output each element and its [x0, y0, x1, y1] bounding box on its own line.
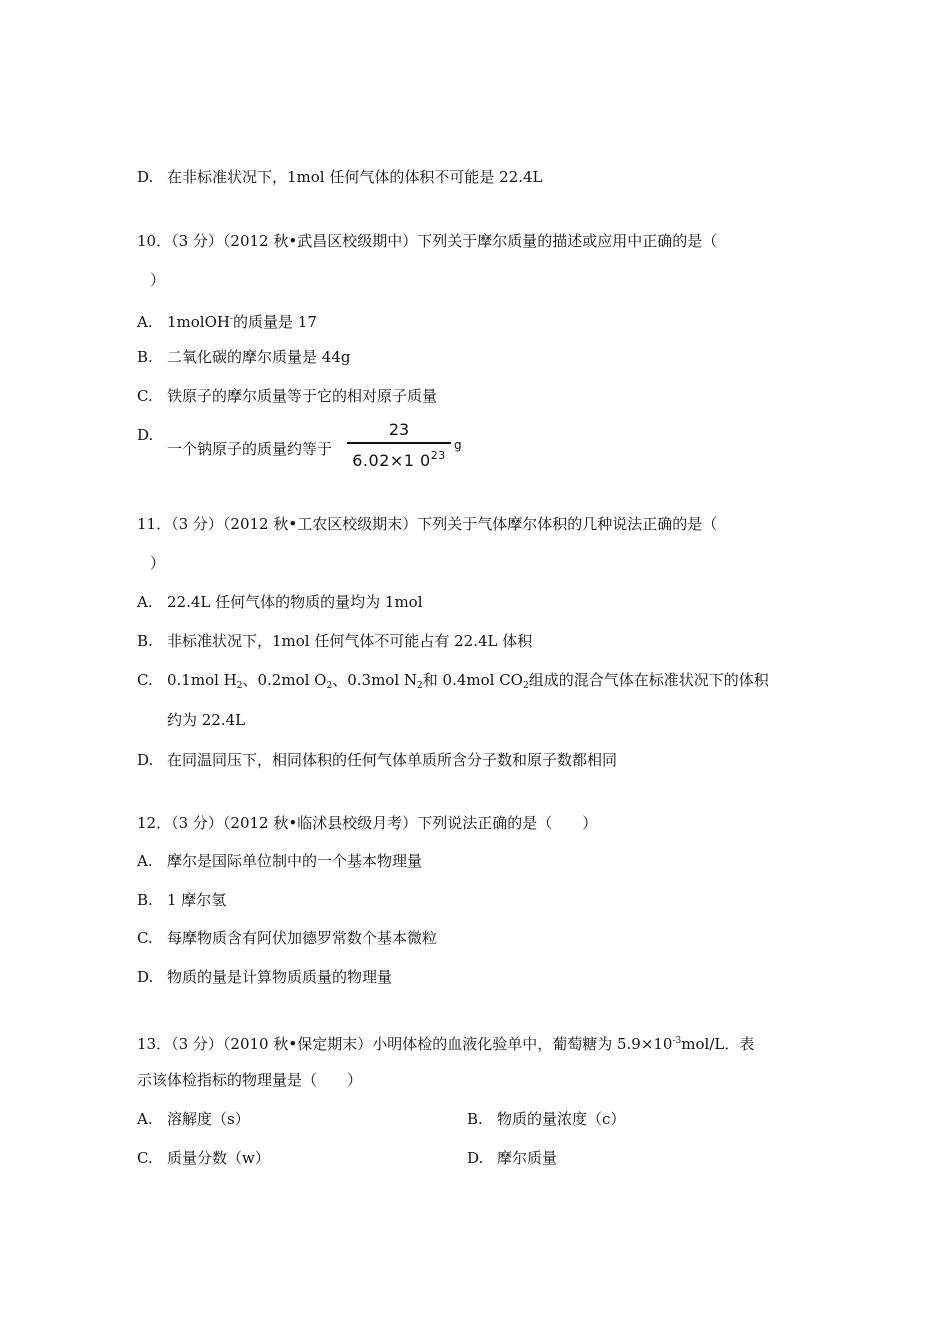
option-text-part: 组成的混合气体在标准状况下的体积	[528, 671, 769, 689]
option-text-part: 、0.2mol O	[242, 671, 327, 689]
q10-option-d-letter: D.	[137, 426, 154, 444]
subscript: 2	[522, 681, 529, 691]
q11-option-b	[137, 631, 532, 651]
q10-option-a	[137, 309, 317, 332]
option-letter: A.	[137, 593, 153, 611]
option-letter: D.	[137, 751, 154, 769]
stem-text-post: mol/L．表	[681, 1035, 755, 1053]
option-letter: C.	[137, 929, 153, 947]
q12-option-b	[137, 890, 226, 910]
fraction	[347, 420, 451, 471]
option-letter: D.	[137, 968, 154, 986]
option-text-part: 和 0.4mol CO	[422, 671, 523, 689]
q12-option-c	[137, 928, 437, 948]
option-text: 22.4L 任何气体的物质的量均为 1mol	[167, 593, 423, 611]
q10-option-c	[137, 386, 437, 406]
option-letter: A.	[137, 852, 153, 870]
q10-stem-cont: ）	[150, 271, 166, 289]
option-letter: B.	[137, 632, 153, 650]
option-letter: A.	[137, 1110, 153, 1128]
option-text-part: 0.1mol H	[167, 671, 237, 689]
option-text: 摩尔是国际单位制中的一个基本物理量	[167, 852, 423, 870]
option-letter: C.	[137, 1149, 153, 1167]
option-text: 质量分数（w）	[167, 1149, 270, 1167]
q9-option-d	[137, 167, 543, 187]
fraction-bar	[347, 442, 451, 444]
q13-option-a	[137, 1109, 250, 1129]
option-text-part: 、0.3mol N	[332, 671, 418, 689]
q13-option-b	[467, 1109, 625, 1129]
denominator-base: 6.02×1 0	[352, 450, 431, 470]
q10-option-b	[137, 347, 350, 367]
q10-stem: 10．（3 分）（2012 秋•武昌区校级期中）下列关于摩尔质量的描述或应用中正确的是（	[137, 232, 718, 250]
option-text: 1 摩尔氢	[167, 891, 227, 909]
option-letter: D.	[137, 168, 154, 186]
stem-text-pre: 13．（3 分）（2010 秋•保定期末）小明体检的血液化验单中，葡萄糖为 5.9×10	[137, 1035, 673, 1053]
superscript: -	[229, 314, 234, 324]
option-letter: A.	[137, 313, 153, 331]
q13-option-d	[467, 1148, 557, 1168]
q11-stem: 11．（3 分）（2012 秋•工农区校级期末）下列关于气体摩尔体积的几种说法正确的是（	[137, 515, 718, 533]
q11-option-c	[137, 670, 769, 696]
subscript: 2	[326, 681, 333, 691]
fraction-denominator	[347, 446, 451, 471]
superscript: -3	[672, 1036, 682, 1046]
option-text-post: 的质量是 17	[233, 313, 317, 331]
option-letter: C.	[137, 387, 153, 405]
subscript: 2	[417, 681, 423, 691]
option-letter: C.	[137, 671, 153, 689]
q12-stem: 12．（3 分）（2012 秋•临沭县校级月考）下列说法正确的是（ ）	[137, 814, 598, 832]
unit-g: g	[454, 438, 462, 452]
option-text: 摩尔质量	[497, 1149, 558, 1167]
q13-stem-cont: 示该体检指标的物理量是（ ）	[137, 1071, 363, 1089]
option-letter: D.	[467, 1149, 484, 1167]
q11-option-c-cont: 约为 22.4L	[167, 711, 246, 729]
q11-option-a	[137, 592, 423, 612]
option-text: 每摩物质含有阿伏加德罗常数个基本微粒	[167, 929, 438, 947]
q13-option-c	[137, 1148, 270, 1168]
q12-option-a	[137, 851, 422, 871]
q11-option-d	[137, 750, 617, 770]
option-text: 溶解度（s）	[167, 1110, 250, 1128]
subscript: 2	[236, 681, 243, 691]
option-text-pre: 1molOH	[167, 313, 230, 331]
q11-stem-cont: ）	[150, 554, 166, 572]
fraction-numerator: 23	[388, 420, 410, 439]
option-text: 二氧化碳的摩尔质量是 44g	[167, 348, 351, 366]
option-letter: B.	[137, 348, 153, 366]
option-text: 铁原子的摩尔质量等于它的相对原子质量	[167, 387, 438, 405]
option-text: 物质的量是计算物质质量的物理量	[167, 968, 393, 986]
option-text: 物质的量浓度（c）	[497, 1110, 626, 1128]
q10-option-d-text: 一个钠原子的质量约等于	[167, 440, 333, 458]
denominator-exponent: 23	[430, 448, 446, 462]
option-text: 在非标准状况下，1mol 任何气体的体积不可能是 22.4L	[167, 168, 543, 186]
option-text: 在同温同压下，相同体积的任何气体单质所含分子数和原子数都相同	[167, 751, 618, 769]
q13-stem	[137, 1031, 754, 1054]
option-letter: B.	[467, 1110, 483, 1128]
q12-option-d	[137, 967, 392, 987]
option-text: 非标准状况下，1mol 任何气体不可能占有 22.4L 体积	[167, 632, 533, 650]
option-letter: B.	[137, 891, 153, 909]
